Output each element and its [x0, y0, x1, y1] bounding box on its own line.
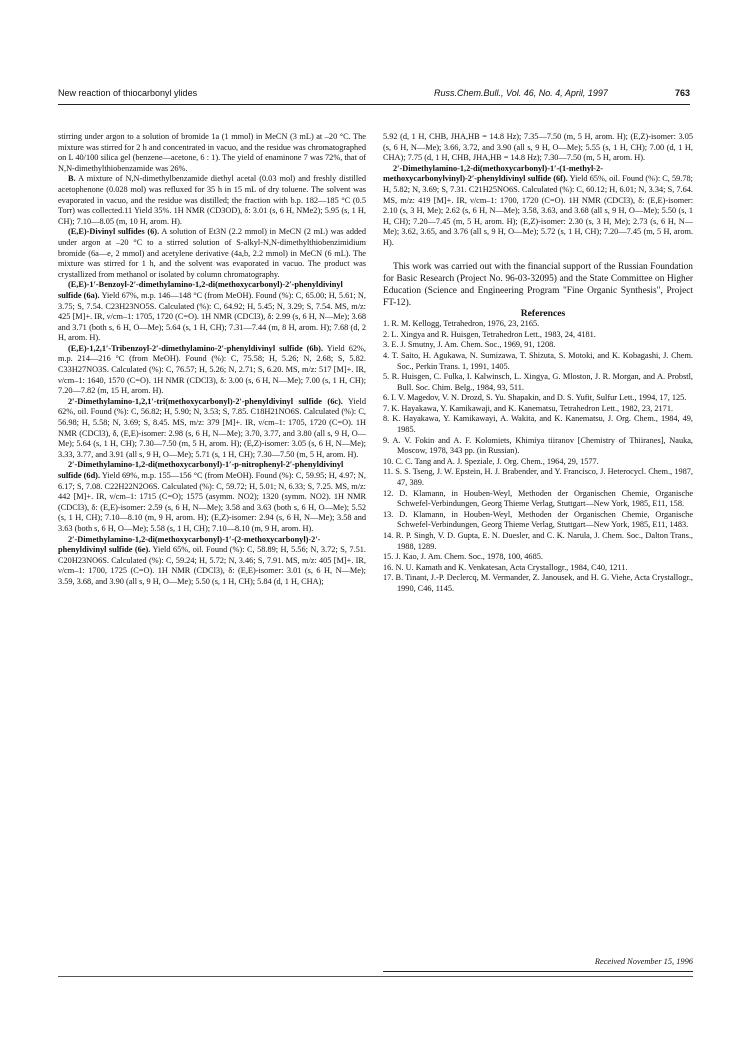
- reference-item: 6. I. V. Magedov, V. N. Drozd, S. Yu. Shapakin, and D. S. Yufit, Sulfur Lett., 1994, 17, 125.: [383, 393, 687, 403]
- reference-item: 1. R. M. Kellogg, Tetrahedron, 1976, 23, 2165.: [383, 319, 540, 329]
- paragraph: [58, 535, 366, 588]
- paragraph: [383, 164, 693, 249]
- references-heading: References: [520, 307, 566, 319]
- paragraph-text: Yield 69%, m.p. 155—156 °C (from MeOH). Found (%): C, 59.95; H, 4.97; N, 6.17; S, 7.08. C22H22N2O6S. Calculated (%): C, 59.72; H, 5.01; N, 6.33; S, 7.25. MS, m/z: 442 [M]+. IR, ν/cm–1: 1715 (C=O); 1575 (asymm. NO2); 1320 (symm. NO2). 1H NMR (CDCl3), δ: (E,E)-isomer: 2.59 (s, 6 H, N—Me); 3.58 and 3.63 (both s, 6 H, O—Me); 5.52 (s, 1 H, CH); 7.10—8.10 (m, 9 H, arom. H); (E,Z)-isomer: 2.94 (s, 6 H, N—Me); 3.58 and 3.63 (both s, 6 H, O—Me); 5.58 (s, 1 H, CH); 7.10—8.10 (m, 9 H, arom. H).: [58, 471, 367, 533]
- received-date: Received November 15, 1996: [594, 957, 693, 966]
- paragraph-lead: B.: [68, 174, 76, 184]
- right-column: [383, 132, 693, 595]
- references-list: [383, 319, 693, 594]
- paragraph-lead: 2′-Dimethylamino-1,2-di(methoxycarbonyl)-1′-(1-methyl-2-methoxycarbonylvinyl)-2′-phenyldivinyl sulfide (6f).: [383, 163, 603, 184]
- acknowledgement: This work was carried out with the financial support of the Russian Foundation for Basic Research (Project No. 96-03-32095) and the State Committee on Higher Education (Science and Engineering Program "Fine Organic Synthesis", Project FT-12).: [383, 261, 693, 308]
- reference-item: 4. T. Saito, H. Agukawa, N. Sumizawa, T. Shizuta, S. Motoki, and K. Kobagashi, J. Chem. Soc., Perkin Trans. 1, 1991, 1405.: [383, 350, 693, 371]
- right-column-paragraphs: [383, 132, 693, 249]
- paragraph-lead: (E,E)-1,2,1′-Tribenzoyl-2′-dimethylamino-2′-phenyldivinyl sulfide (6b).: [68, 343, 324, 353]
- paragraph-text: Yield 62%, oil. Found (%): C, 56.82; H, 5.90; N, 3.53; S, 7.85. C18H21NO6S. Calculated (%): C, 56.98; H, 5.58; N, 3.69; S, 8.45. MS, m/z: 379 [M]+. IR, ν/cm–1: 1705, 1720 (C=O). 1H NMR (CDCl3), δ, (E,E)-isomer: 2.98 (s, 6 H, N—Me); 3.70, 3.77, and 3.80 (all s, 9 H, O—Me); 5.64 (s, 1 H, CH); 7.30—7.50 (m, 5 H, arom. H); (E,Z)-isomer: 3.05 (s, 6 H, N—Me); 3.33, 3.77, and 3.91 (all s, 9 H, O—Me); 5.71 (s, 1 H, CH); 7.30—7.50 (m, 5 H, arom. H).: [58, 396, 366, 459]
- reference-item: 13. D. Klamann, in Houben-Weyl, Methoden der Organischen Chemie, Organische Schwefel-Verbindungen, Georg Thieme Verlag, Stuttgart—New York, 1985, E11, 1483.: [383, 509, 693, 530]
- paragraph: [383, 132, 693, 164]
- page-number: 763: [674, 88, 690, 98]
- paragraph-text: A solution of Et3N (2.2 mmol) in MeCN (2 mL) was added under argon at –20 °C to a stirred solution of S-alkyl-N,N-dimethylthiobenzimidium bromide (6a—e, 2 mmol) and acetylene derivative (4a,b, 2.2 mmol) in MeCN (6 mL). The mixture was stirred for 1 h, and the solvent was evaporated in vacuo. The product was crystallized from methanol or isolated by column chromatography.: [58, 227, 366, 279]
- running-title: New reaction of thiocarbonyl ylides: [58, 88, 198, 98]
- reference-item: 11. S. S. Tseng, J. W. Epstein, H. J. Brabender, and Y. Francisco, J. Heterocycl. Chem., 1987, 47, 389.: [383, 467, 693, 488]
- reference-item: 2. L. Xingya and R. Huisgen, Tetrahedron Lett., 1983, 24, 4181.: [383, 329, 596, 339]
- paragraph: [58, 174, 366, 227]
- reference-item: 7. K. Hayakawa, Y. Kamikawaji, and K. Kanematsu, Tetrahedron Lett., 1982, 23, 2171.: [383, 403, 674, 413]
- paragraph: [58, 132, 366, 174]
- paragraph-lead: (E,E)-1′-Benzoyl-2′-dimethylamino-1,2-di(methoxycarbonyl)-2′-phenyldivinyl sulfide (6a).: [58, 280, 343, 300]
- paragraph-text: 5.92 (d, 1 H, CHB, JHA,HB = 14.8 Hz); 7.35—7.50 (m, 5 H, arom. H); (E,Z)-isomer: 3.05 (s, 6 H, N—Me); 3.66, 3.72, and 3.90 (all s, 9 H, O—Me); 5.55 (s, 1 H, CH); 7.00 (d, 1 H, CHA); 7.75 (d, 1 H, CHB, JHA,HB = 14.8 Hz); 7.30—7.50 (m, 5 H, arom. H).: [383, 132, 693, 163]
- paragraph-text: A mixture of N,N-dimethylbenzamide diethyl acetal (0.03 mol) and freshly distilled acetophenone (0.028 mol) was refluxed for 35 h in 15 mL of dry toluene. The solvent was evaporated in vacuo, and the residue was distilled; the fraction with b.p. 182—185 °C (0.5 Torr) was collected.11 Yield 35%. 1H NMR (CD3OD), δ: 3.01 (s, 6 H, NMe2); 5.95 (s, 1 H, CH); 7.10—8.05 (m, 10 H, arom. H).: [58, 174, 366, 226]
- paragraph: [58, 397, 366, 461]
- paragraph: [58, 460, 366, 534]
- journal-citation: Russ.Chem.Bull., Vol. 46, No. 4, April, 1997: [434, 88, 608, 98]
- reference-item: 9. A. V. Fokin and A. F. Kolomiets, Khimiya tiiranov [Chemistry of Thiiranes], Nauka, Moscow, 1978, 343 pp. (in Russian).: [383, 435, 693, 456]
- bottom-rule: [58, 976, 693, 977]
- reference-item: 10. C. C. Tang and A. J. Speziale, J. Org. Chem., 1964, 29, 1577.: [383, 456, 599, 466]
- paragraph-text: Yield 62%, m.p. 214—216 °C (from MeOH). Found (%): C, 75.58; H, 5.26; N, 2.68; S, 5.82. C33H27NO3S. Calculated (%): C, 76.57; H, 5.26; N, 2.71; S, 6.20. MS, m/z: 517 [M]+. IR, ν/cm–1: 1640, 1570 (C=O). 1H NMR (CDCl3), δ: 3.00 (s, 6 H, N—Me); 7.00 (s, 1 H, CH); 7.20—7.82 (m, 15 H, arom. H).: [58, 343, 366, 396]
- paragraph-text: stirring under argon to a solution of bromide 1a (1 mmol) in MeCN (3 mL) at –20 °C. The mixture was stirred for 2 h and concentrated in vacuo, and the residue was chromatographed on L 40/100 silica gel (benzene—acetone, 6 : 1). The yield of enaminone 7 was 72%, that of N,N-dimethylthiobenzamide was 26%.: [58, 132, 366, 173]
- reference-item: 15. J. Kao, J. Am. Chem. Soc., 1978, 100, 4685.: [383, 552, 543, 562]
- paragraph-text: Yield 65%, oil. Found (%): C, 59.78; H, 5.82; N, 3.69; S, 7.31. C21H25NO6S. Calculated (%): C, 60.12; H, 6.01; N, 3.34; S, 7.64. MS, m/z: 419 [M]+. IR, ν/cm–1: 1700, 1720 (C=O). 1H NMR (CDCl3), δ: (E,E)-isomer: 2.10 (s, 3 H, Me); 2.62 (s, 6 H, N—Me); 3.58, 3.63, and 3.68 (all s, 9 H, O—Me); 5.50 (s, 1 H, CH); 7.20—7.45 (m, 5 H, arom. H); (E,Z)-isomer: 2.30 (s, 3 H, Me); 2.73 (s, 6 H, N—Me); 3.62, 3.65, and 3.76 (all s, 9 H, O—Me); 5.72 (s, 1 H, CH); 7.20—7.45 (m, 5 H, arom. H).: [383, 174, 693, 247]
- reference-item: 17. B. Tinant, J.-P. Declercq, M. Vermander, Z. Janousek, and H. G. Viehe, Acta Crystallogr., 1990, C46, 1145.: [383, 573, 693, 593]
- reference-item: 3. E. J. Smutny, J. Am. Chem. Soc., 1969, 91, 1208.: [383, 340, 556, 350]
- paragraph-lead: 2′-Dimethylamino-1,2-di(methoxycarbonyl)-1′-p-nitrophenyl-2′-phenyldivinyl sulfide (6d).: [58, 460, 344, 480]
- reference-item: 14. R. P. Singh, V. D. Gupta, E. N. Duesler, and C. K. Narula, J. Chem. Soc., Dalton Trans., 1988, 1289.: [383, 531, 693, 551]
- paragraph: [58, 227, 366, 280]
- reference-item: 8. K. Hayakawa, Y. Kamikawayi, A. Wakita, and K. Kanematsu, J. Org. Chem., 1984, 49, 1985.: [383, 414, 693, 435]
- paragraph-lead: 2′-Dimethylamino-1,2-di(methoxycarbonyl)-1′-(2-methoxycarbonyl)-2′-phenyldivinyl sulfide (6e).: [58, 534, 321, 555]
- reference-item: 5. R. Huisgen, C. Fulka, I. Kalwinsch, L. Xingya, G. Mloston, J. R. Morgan, and A. Probstl, Bull. Soc. Chim. Belg., 1984, 93, 511.: [383, 372, 693, 392]
- received-date-line: [383, 957, 693, 972]
- running-header: [58, 86, 690, 105]
- left-column: [58, 132, 366, 588]
- paragraph-lead: (E,E)-Divinyl sulfides (6).: [68, 227, 160, 237]
- reference-item: 16. N. U. Kamath and K. Venkatesan, Acta Crystallogr., 1984, C40, 1211.: [383, 562, 628, 572]
- paragraph-text: Yield 65%, oil. Found (%): C, 58.89; H, 5.56; N, 3.72; S, 7.51. C20H23NO6S. Calculated (%): C, 59.24; H, 5.72; N, 3.46; S, 7.91. MS, m/z: 405 [M]+. IR, ν/cm–1: 1700, 1725 (C=O). 1H NMR (CDCl3), δ: (E,E)-isomer: 3.01 (s, 6 H, N—Me); 3.59, 3.68, and 3.90 (all s, 9 H, O—Me); 5.50 (s, 1 H, CH); 5.84 (d, 1 H, CHA);: [58, 545, 367, 586]
- paragraph-lead: 2′-Dimethylamino-1,2,1′-tri(methoxycarbonyl)-2′-phenyldivinyl sulfide (6c).: [68, 396, 343, 406]
- reference-item: 12. D. Klamann, in Houben-Weyl, Methoden der Organischen Chemie, Organische Schwefel-Verbindungen, Georg Thieme Verlag, Stuttgart—New York, 1985, E11, 158.: [383, 488, 693, 509]
- paragraph-text: Yield 67%, m.p. 146—148 °C (from MeOH). Found (%): C, 65.00; H, 5.61; N, 3.75; S, 7.54. C23H23NO5S. Calculated (%): C, 64.92; H, 5.45; N, 3.29; S, 7.54. MS, m/z: 425 [M]+. IR, ν/cm–1: 1705, 1720 (C=O). 1H NMR (CDCl3), δ: 2.99 (s, 6 H, N—Me); 3.68 and 3.71 (both s, 6 H, O—Me); 5.64 (s, 1 H, CH); 7.31—7.44 (m, 8 H, arom. H); 7.68 (d, 2 H, arom. H).: [58, 290, 366, 343]
- paragraph: [58, 280, 366, 344]
- paragraph: [58, 344, 366, 397]
